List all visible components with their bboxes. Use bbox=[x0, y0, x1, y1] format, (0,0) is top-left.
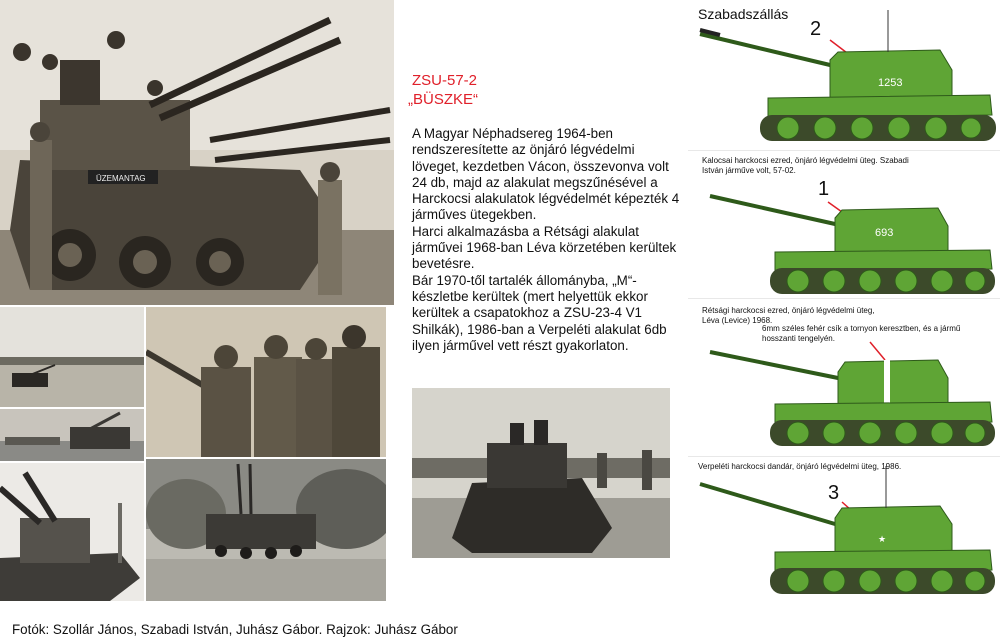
plate-4-note: Verpeléti harckocsi dandár, önjáró légvédelmi üteg, 1986. bbox=[698, 462, 902, 471]
plate-2-note: Kalocsai harckocsi ezred, önjáró légvédelmi üteg. Szabadi István járműve volt, 57-02. bbox=[702, 156, 909, 175]
title-line-2: „BÜSZKE“ bbox=[408, 91, 479, 108]
photo-river-crossing bbox=[412, 388, 670, 558]
plate-3-note-2: 6mm széles fehér csík a tornyon keresztben, és a jármű hosszanti tengelyén. bbox=[762, 324, 961, 343]
plate-separator-3 bbox=[688, 456, 1000, 457]
photo-forest-tank bbox=[146, 459, 386, 601]
tank-sign-text: ÜZEMANTAG bbox=[96, 174, 146, 183]
plate-1-title: Szabadszállás bbox=[698, 6, 789, 22]
paragraph-3: Bár 1970-től tartalék állományba, „M“-készletbe kerültek (mert helyettük ekkor kerültek a csapatokhoz a ZSU-23-4 V1 Shilkák), 1986-ban a Verpeléti alakulat 6db ilyen járművel vett részt gyakorlaton. bbox=[412, 272, 667, 353]
paragraph-1: A Magyar Néphadsereg 1964-ben rendszeresítette az önjáró légvédelmi löveget, kezdetben Vácon, összevonva volt 24 db, majd az alakulat megszűnésével a Harckocsi alakulatok légvédelmét képezték 4 járműves ütegekben. bbox=[412, 126, 680, 223]
photo-tank-closeup bbox=[0, 463, 144, 601]
plate-separator-2 bbox=[688, 298, 1000, 299]
paragraph-2: Harci alkalmazásba a Rétsági alakulat járművei 1968-ban Léva körzetében kerültek bevetésre. bbox=[412, 223, 677, 272]
plate-4 bbox=[690, 458, 1000, 604]
star-icon: ★ bbox=[878, 534, 887, 544]
photo-pontoon bbox=[0, 409, 144, 461]
plate-4-drawing bbox=[690, 458, 1000, 604]
plate-3-note: Rétsági harckocsi ezred, önjáró légvédelmi üteg, Léva (Levice) 1968. bbox=[702, 306, 875, 325]
plate-1-hull-number: 1253 bbox=[878, 77, 903, 89]
plate-1 bbox=[690, 0, 1000, 150]
photo-field-tank bbox=[0, 307, 144, 407]
body-text bbox=[412, 126, 684, 354]
plate-separator-1 bbox=[688, 150, 1000, 151]
plate-2-number: 1 bbox=[818, 178, 830, 200]
title-line-1: ZSU-57-2 bbox=[412, 72, 478, 89]
photo-credits-caption: Fotók: Szollár János, Szabadi István, Juhász Gábor. Rajzok: Juhász Gábor bbox=[12, 622, 458, 637]
plate-2-hull-number: 693 bbox=[875, 227, 894, 239]
photo-crew-portrait bbox=[146, 307, 386, 457]
plate-1-drawing bbox=[690, 0, 1000, 150]
photo-crew-on-tanks bbox=[0, 0, 394, 305]
plate-1-number: 2 bbox=[810, 18, 822, 40]
plate-2 bbox=[690, 152, 1000, 298]
plate-4-number: 3 bbox=[828, 482, 840, 504]
plate-3 bbox=[690, 300, 1000, 456]
